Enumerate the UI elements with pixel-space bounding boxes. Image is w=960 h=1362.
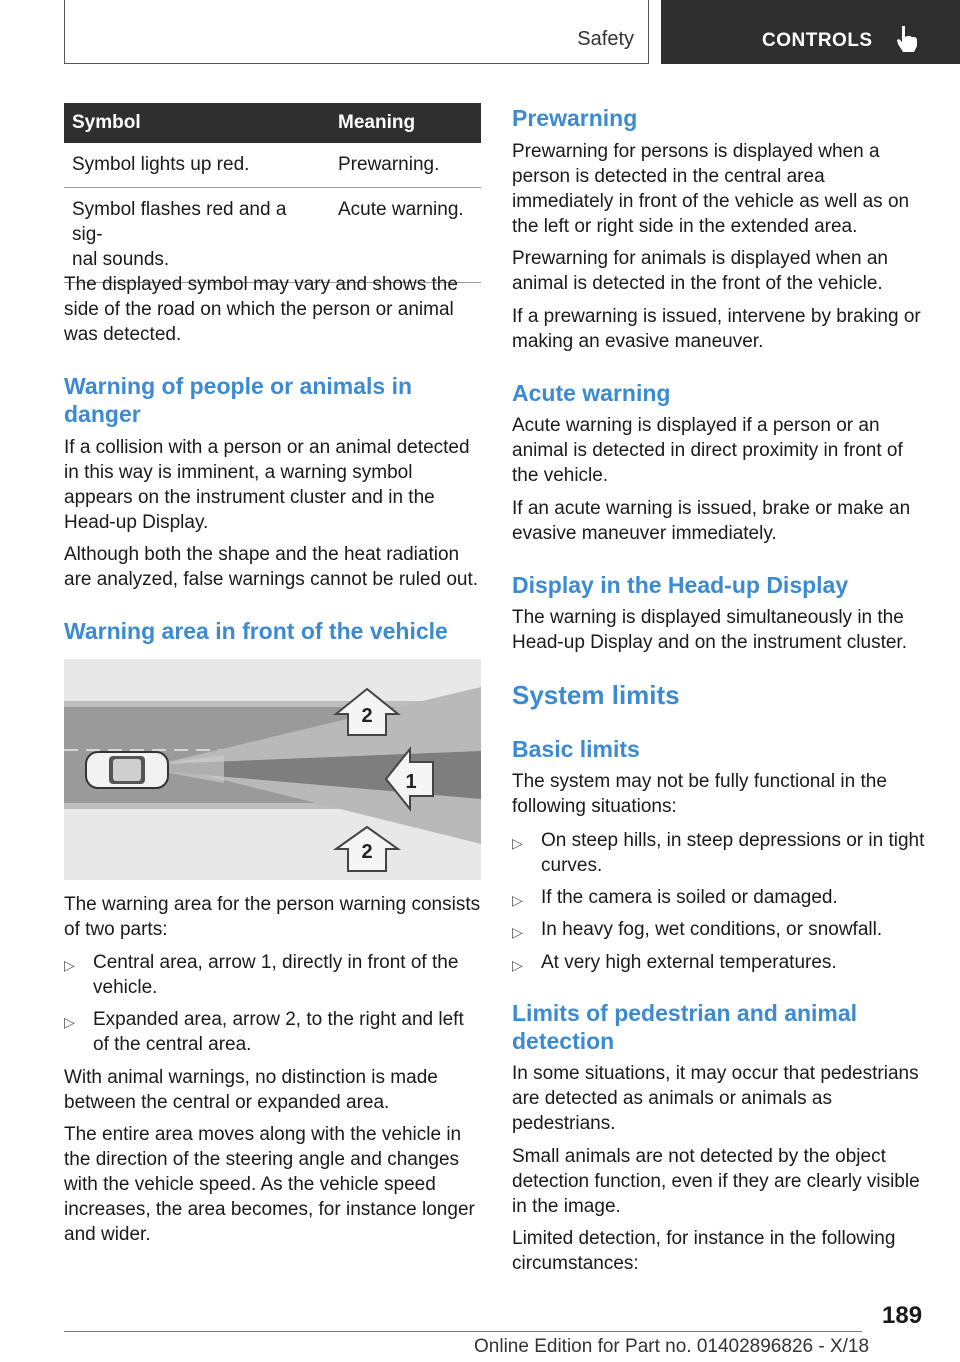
table-cell-symbol: Symbol flashes red and a sig- nal sounds. [64,188,330,283]
table-row [64,188,481,283]
car-icon [86,752,168,788]
prewarning-heading: Prewarning [512,105,638,131]
acute-paragraph-1: Acute warning is displayed if a person or an animal is detected in direct proximity in front of the vehicle. [512,415,903,486]
list-item: ▷ Central area, arrow 1, directly in front of the vehicle. [64,952,459,998]
table-cell-symbol: Symbol lights up red. [64,143,330,188]
basic-limits-paragraph: The system may not be fully functional in the following situations: [512,771,887,817]
acute-heading: Acute warning [512,380,671,406]
column-header-symbol: Symbol [64,103,330,143]
detection-limits-heading: Limits of pedestrian and animal detection [512,1000,858,1054]
list-item: ▷ At very high external temperatures. [512,950,928,975]
arrow-2-top-label: 2 [361,705,373,727]
table-row [64,143,481,188]
basic-limits-heading: Basic limits [512,736,640,762]
triangle-bullet-icon: ▷ [512,924,523,940]
list-item: ▷ Expanded area, arrow 2, to the right and left of the central area. [64,1009,464,1055]
triangle-bullet-icon: ▷ [64,957,75,973]
header-chapter-box [661,0,960,64]
symbol-table [64,103,481,283]
area-paragraph-2: With animal warnings, no distinction is made between the central or expanded area. [64,1067,438,1113]
pointing-hand-icon [894,24,922,54]
prewarning-paragraph-2: Prewarning for animals is displayed when an animal is detected in the front of the vehicle. [512,248,888,294]
warning-heading: Warning of people or animals in danger [64,373,413,427]
hud-paragraph: The warning is displayed simultaneously in the Head-up Display and on the instrument cluster. [512,607,907,653]
detection-paragraph-1: In some situations, it may occur that pedestrians are detected as animals or animals as pedestrians. [512,1063,919,1134]
list-item: ▷ On steep hills, in steep depressions or in tight curves. [512,830,925,876]
chapter-title: CONTROLS [762,30,873,51]
triangle-bullet-icon: ▷ [512,892,523,908]
triangle-bullet-icon: ▷ [512,957,523,973]
detection-paragraph-2: Small animals are not detected by the object detection function, even if they are clearly visible in the image. [512,1146,920,1217]
page-number: 189 [882,1302,923,1329]
table-cell-meaning: Prewarning. [330,143,481,188]
acute-paragraph-2: If an acute warning is issued, brake or make an evasive maneuver immediately. [512,498,911,544]
area-paragraph-1: The warning area for the person warning consists of two parts: [64,894,481,940]
footer-divider [64,1331,862,1332]
list-item: ▷ If the camera is soiled or damaged. [512,885,928,910]
edition-text: Online Edition for Part no. 01402896826 - X/18 [474,1336,870,1357]
hud-heading: Display in the Head-up Display [512,572,849,598]
list-item: ▷ In heavy fog, wet conditions, or snowfall. [512,917,928,942]
detection-paragraph-3: Limited detection, for instance in the following circumstances: [512,1228,896,1274]
warning-paragraph-1: If a collision with a person or an animal detected in this way is imminent, a warning symbol appears on the instrument cluster and in the Head-up Display. [64,437,470,533]
header-section-box [64,0,649,64]
column-header-meaning: Meaning [330,103,481,143]
warning-area-diagram [64,659,481,880]
system-limits-heading: System limits [512,680,680,710]
prewarning-paragraph-1: Prewarning for persons is displayed when a person is detected in the central area immediately in front of the vehicle as well as on the left or right side in the extended area. [512,141,910,237]
prewarning-paragraph-3: If a prewarning is issued, intervene by braking or making an evasive maneuver. [512,306,921,352]
area-heading: Warning area in front of the vehicle [64,618,448,644]
triangle-bullet-icon: ▷ [64,1014,75,1030]
triangle-bullet-icon: ▷ [512,835,523,851]
warning-paragraph-2: Although both the shape and the heat radiation are analyzed, false warnings cannot be ruled out. [64,544,479,590]
arrow-2-bottom-label: 2 [361,841,373,863]
area-paragraph-3: The entire area moves along with the vehicle in the direction of the steering angle and changes with the vehicle speed. As the vehicle speed increases, the area becomes, for instance longer and wider. [64,1124,475,1245]
table-cell-meaning: Acute warning. [330,188,481,283]
arrow-1-label: 1 [405,771,417,793]
intro-paragraph: The displayed symbol may vary and shows the side of the road on which the person or animal was detected. [64,274,458,345]
section-title: Safety [577,28,634,50]
